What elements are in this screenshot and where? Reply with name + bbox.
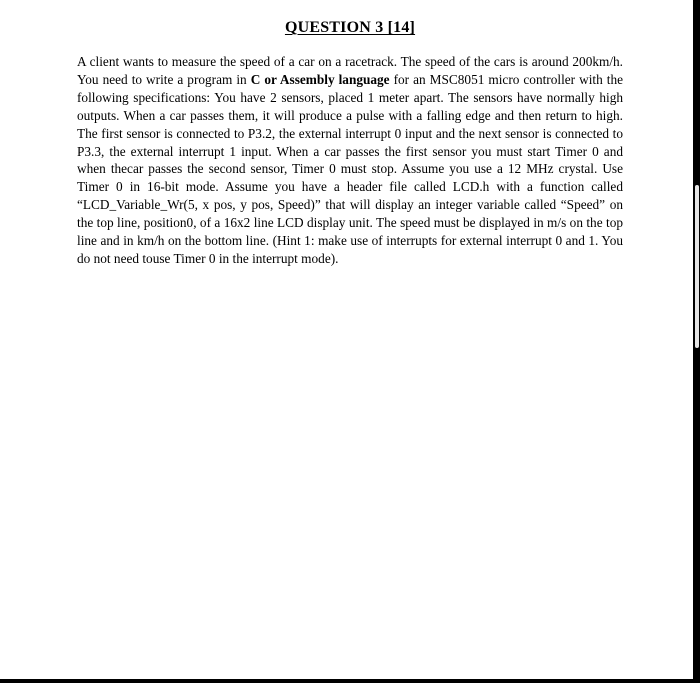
language-emphasis: C or Assembly language (250, 71, 390, 87)
viewer-scrollbar-thumb[interactable] (695, 185, 699, 348)
viewer-bottom-edge (0, 679, 700, 683)
question-title: QUESTION 3 [14] (284, 19, 416, 36)
question-text-part2: for an MSC8051 micro controller with the following specifications: You have 2 sensors, placed 1 meter apart. The sensors have normally high outputs. When a car passes them, it will produce a pulse with a falling edge and then return to high. The first sensor is connected to P3.2, the external interrupt 0 input and the next sensor is connected to P3.3, the external interrupt 1 input. When a car passes the first sensor you must start Timer 0 and when thecar passes the second sensor, Timer 0 must stop. Assume you use a 12 MHz crystal. Use Timer 0 in 16-bit mode. Assume you have a header file called LCD.h with a function called “LCD_Variable_Wr(5, x pos, y pos, Speed)” that will display an integer variable called “Speed” on the top line, position0, of a 16x2 line LCD display unit. The speed must be displayed in m/s on the top line and in km/h on the bottom line. (Hint 1: make use of interrupts for external interrupt 0 and 1. You do not need touse Timer 0 in the interrupt mode). (77, 71, 623, 266)
question-body (77, 53, 623, 268)
question-text-part1: A client wants to measure the speed of a car on a racetrack. The speed of the cars is around 200km/h. You need to write a program in (77, 54, 623, 87)
